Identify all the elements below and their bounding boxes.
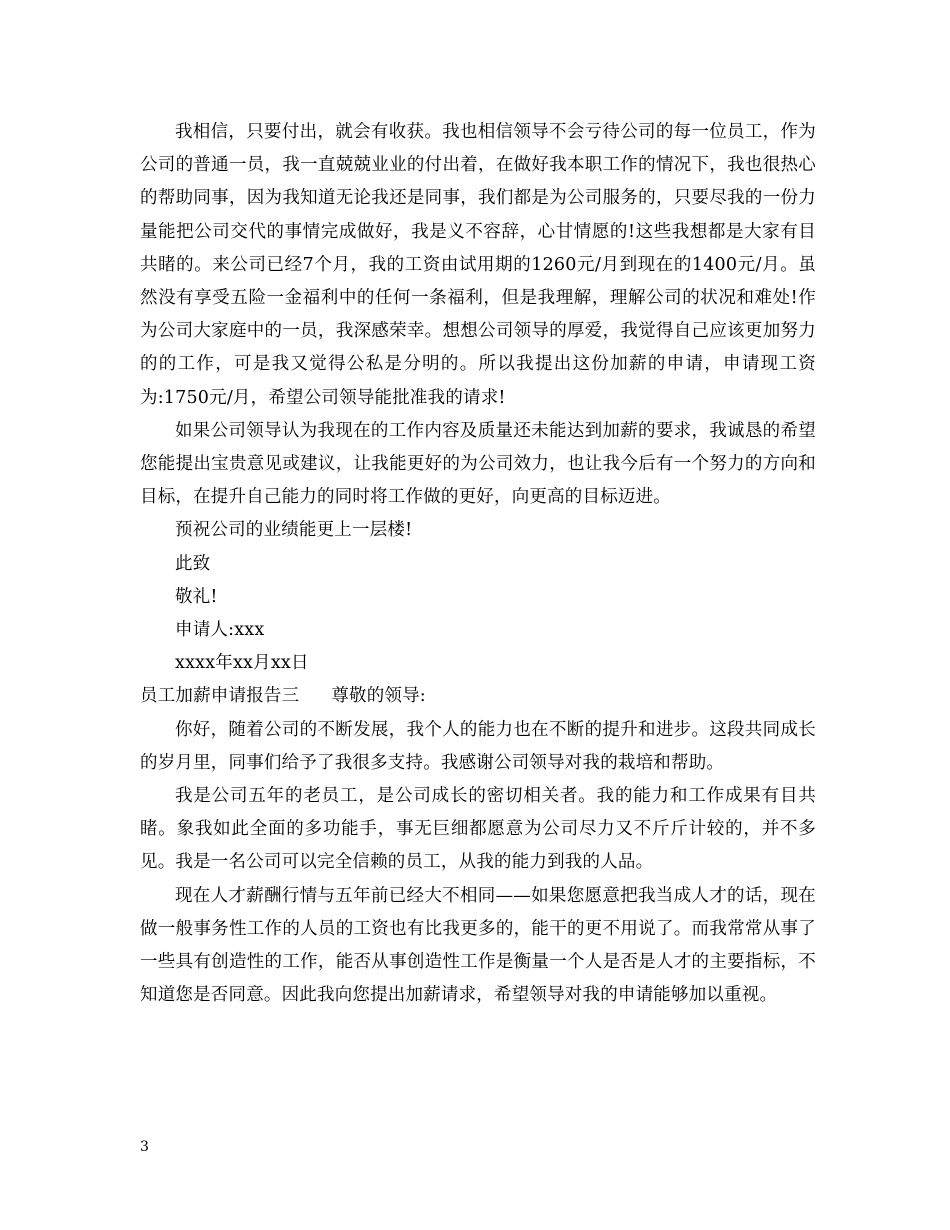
section-title: 员工加薪申请报告三	[140, 686, 300, 707]
letter-date: xxxx年xx月xx日	[175, 653, 309, 674]
paragraph-talent-market: 现在人才薪酬行情与五年前已经大不相同——如果您愿意把我当成人才的话，现在做一般事务性工作的人员的工资也有比我更多的，能干的更不用说了。而我常常从事了一些具有创造性的工作，能否从事创造性工作是衡量一个人是否是人才的主要指标，不知道您是否同意。因此我向您提出加薪请求，希望领导对我的申请能够加以重视。	[140, 885, 816, 1006]
paragraph-belief: 我相信，只要付出，就会有收获。我也相信领导不会亏待公司的每一位员工，作为公司的普通一员，我一直兢兢业业的付出着，在做好我本职工作的情况下，我也很热心的帮助同事，因为我知道无论我还是同事，我们都是为公司服务的，只要尽我的一份力量能把公司交代的事情完成做好，我是义不容辞，心甘情愿的!这些我想都是大家有目共睹的。来公司已经7个月，我的工资由试用期的1260元/月到现在的1400元/月。虽然没有享受五险一金福利中的任何一条福利，但是我理解，理解公司的状况和难处!作为公司大家庭中的一员，我深感荣幸。想想公司领导的厚爱，我觉得自己应该更加努力的的工作，可是我又觉得公私是分明的。所以我提出这份加薪的申请，申请现工资为:1750元/月，希望公司领导能批准我的请求!	[140, 122, 816, 408]
section-heading-line	[140, 680, 816, 713]
closing-salutation: 此致	[175, 553, 211, 574]
closing-wish: 预祝公司的业绩能更上一层楼!	[175, 520, 413, 541]
paragraph-feedback-request: 如果公司领导认为我现在的工作内容及质量还未能达到加薪的要求，我诚恳的希望您能提出宝贵意见或建议，让我能更好的为公司效力，也让我今后有一个努力的方向和目标，在提升自己能力的同时将工作做的更好，向更高的目标迈进。	[140, 420, 816, 508]
closing-regards: 敬礼!	[175, 586, 218, 607]
paragraph-hello: 你好，随着公司的不断发展，我个人的能力也在不断的提升和进步。这段共同成长的岁月里，同事们给予了我很多支持。我感谢公司领导对我的栽培和帮助。	[140, 719, 816, 773]
paragraph-senior-employee: 我是公司五年的老员工，是公司成长的密切相关者。我的能力和工作成果有目共睹。象我如此全面的多功能手，事无巨细都愿意为公司尽力又不斤斤计较的，并不多见。我是一名公司可以完全信赖的员工，从我的能力到我的人品。	[140, 786, 816, 873]
page-number: 3	[140, 1139, 149, 1155]
applicant-signature: 申请人:xxx	[175, 620, 265, 641]
letter-greeting: 尊敬的领导:	[331, 686, 426, 707]
document-body	[140, 116, 816, 1012]
